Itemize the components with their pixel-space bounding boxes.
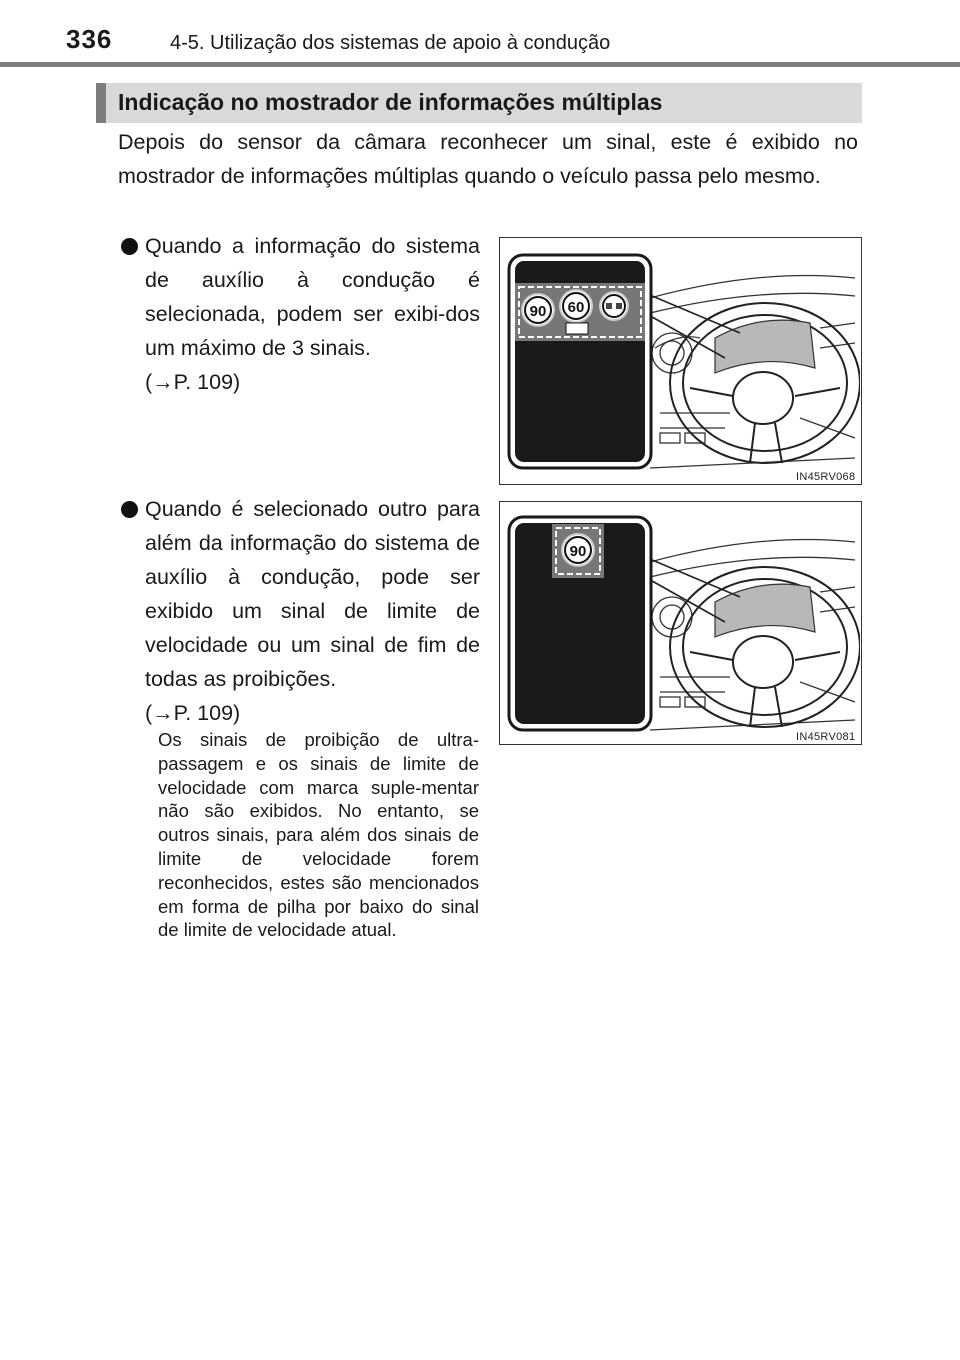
bullet-item — [145, 492, 480, 730]
figure-code: IN45RV081 — [796, 731, 856, 743]
section-title: Indicação no mostrador de informações múltiplas — [118, 89, 663, 115]
bullet-text: Quando a informação do sistema de auxílio à condução é selecionada, podem ser exibi-dos um máximo de 3 sinais. — [145, 234, 480, 360]
page-number: 336 — [66, 24, 113, 54]
header-rule — [0, 62, 960, 67]
chapter-title: 4-5. Utilização dos sistemas de apoio à condução — [170, 32, 611, 54]
intro-paragraph: Depois do sensor da câmara reconhecer um sinal, este é exibido no mostrador de informações múltiplas quando o veículo passa pelo mesmo. — [118, 130, 858, 188]
page-reference: (→P. 109) — [145, 370, 241, 394]
figure-dashboard-1-sign — [499, 501, 862, 745]
bullet-icon — [121, 501, 138, 518]
figure-dashboard-3-signs — [499, 237, 862, 485]
bullet-text: Quando é selecionado outro para além da informação do sistema de auxílio à condução, pode ser exibido um sinal de limite de velocidade ou um sinal de fim de todas as proibições. — [145, 497, 480, 691]
bullet-icon — [121, 238, 138, 255]
page-reference: (→P. 109) — [145, 701, 241, 725]
speed-sign-label: 90 — [529, 303, 547, 320]
note-paragraph: Os sinais de proibição de ultra-passagem e os sinais de limite de velocidade com marca suple-mentar não são exibidos. No entanto, se outros sinais, para além dos sinais de limite de velocidade forem reconhecidos, estes são mencionados em forma de pilha por baixo do sinal de limite de velocidade atual. — [158, 729, 479, 941]
bullet-item — [145, 229, 480, 399]
dashboard-illustration — [500, 502, 860, 743]
speed-sign-label: 60 — [567, 299, 585, 316]
figure-code: IN45RV068 — [796, 471, 856, 483]
dashboard-illustration — [500, 238, 860, 483]
speed-sign-label: 90 — [569, 543, 587, 560]
